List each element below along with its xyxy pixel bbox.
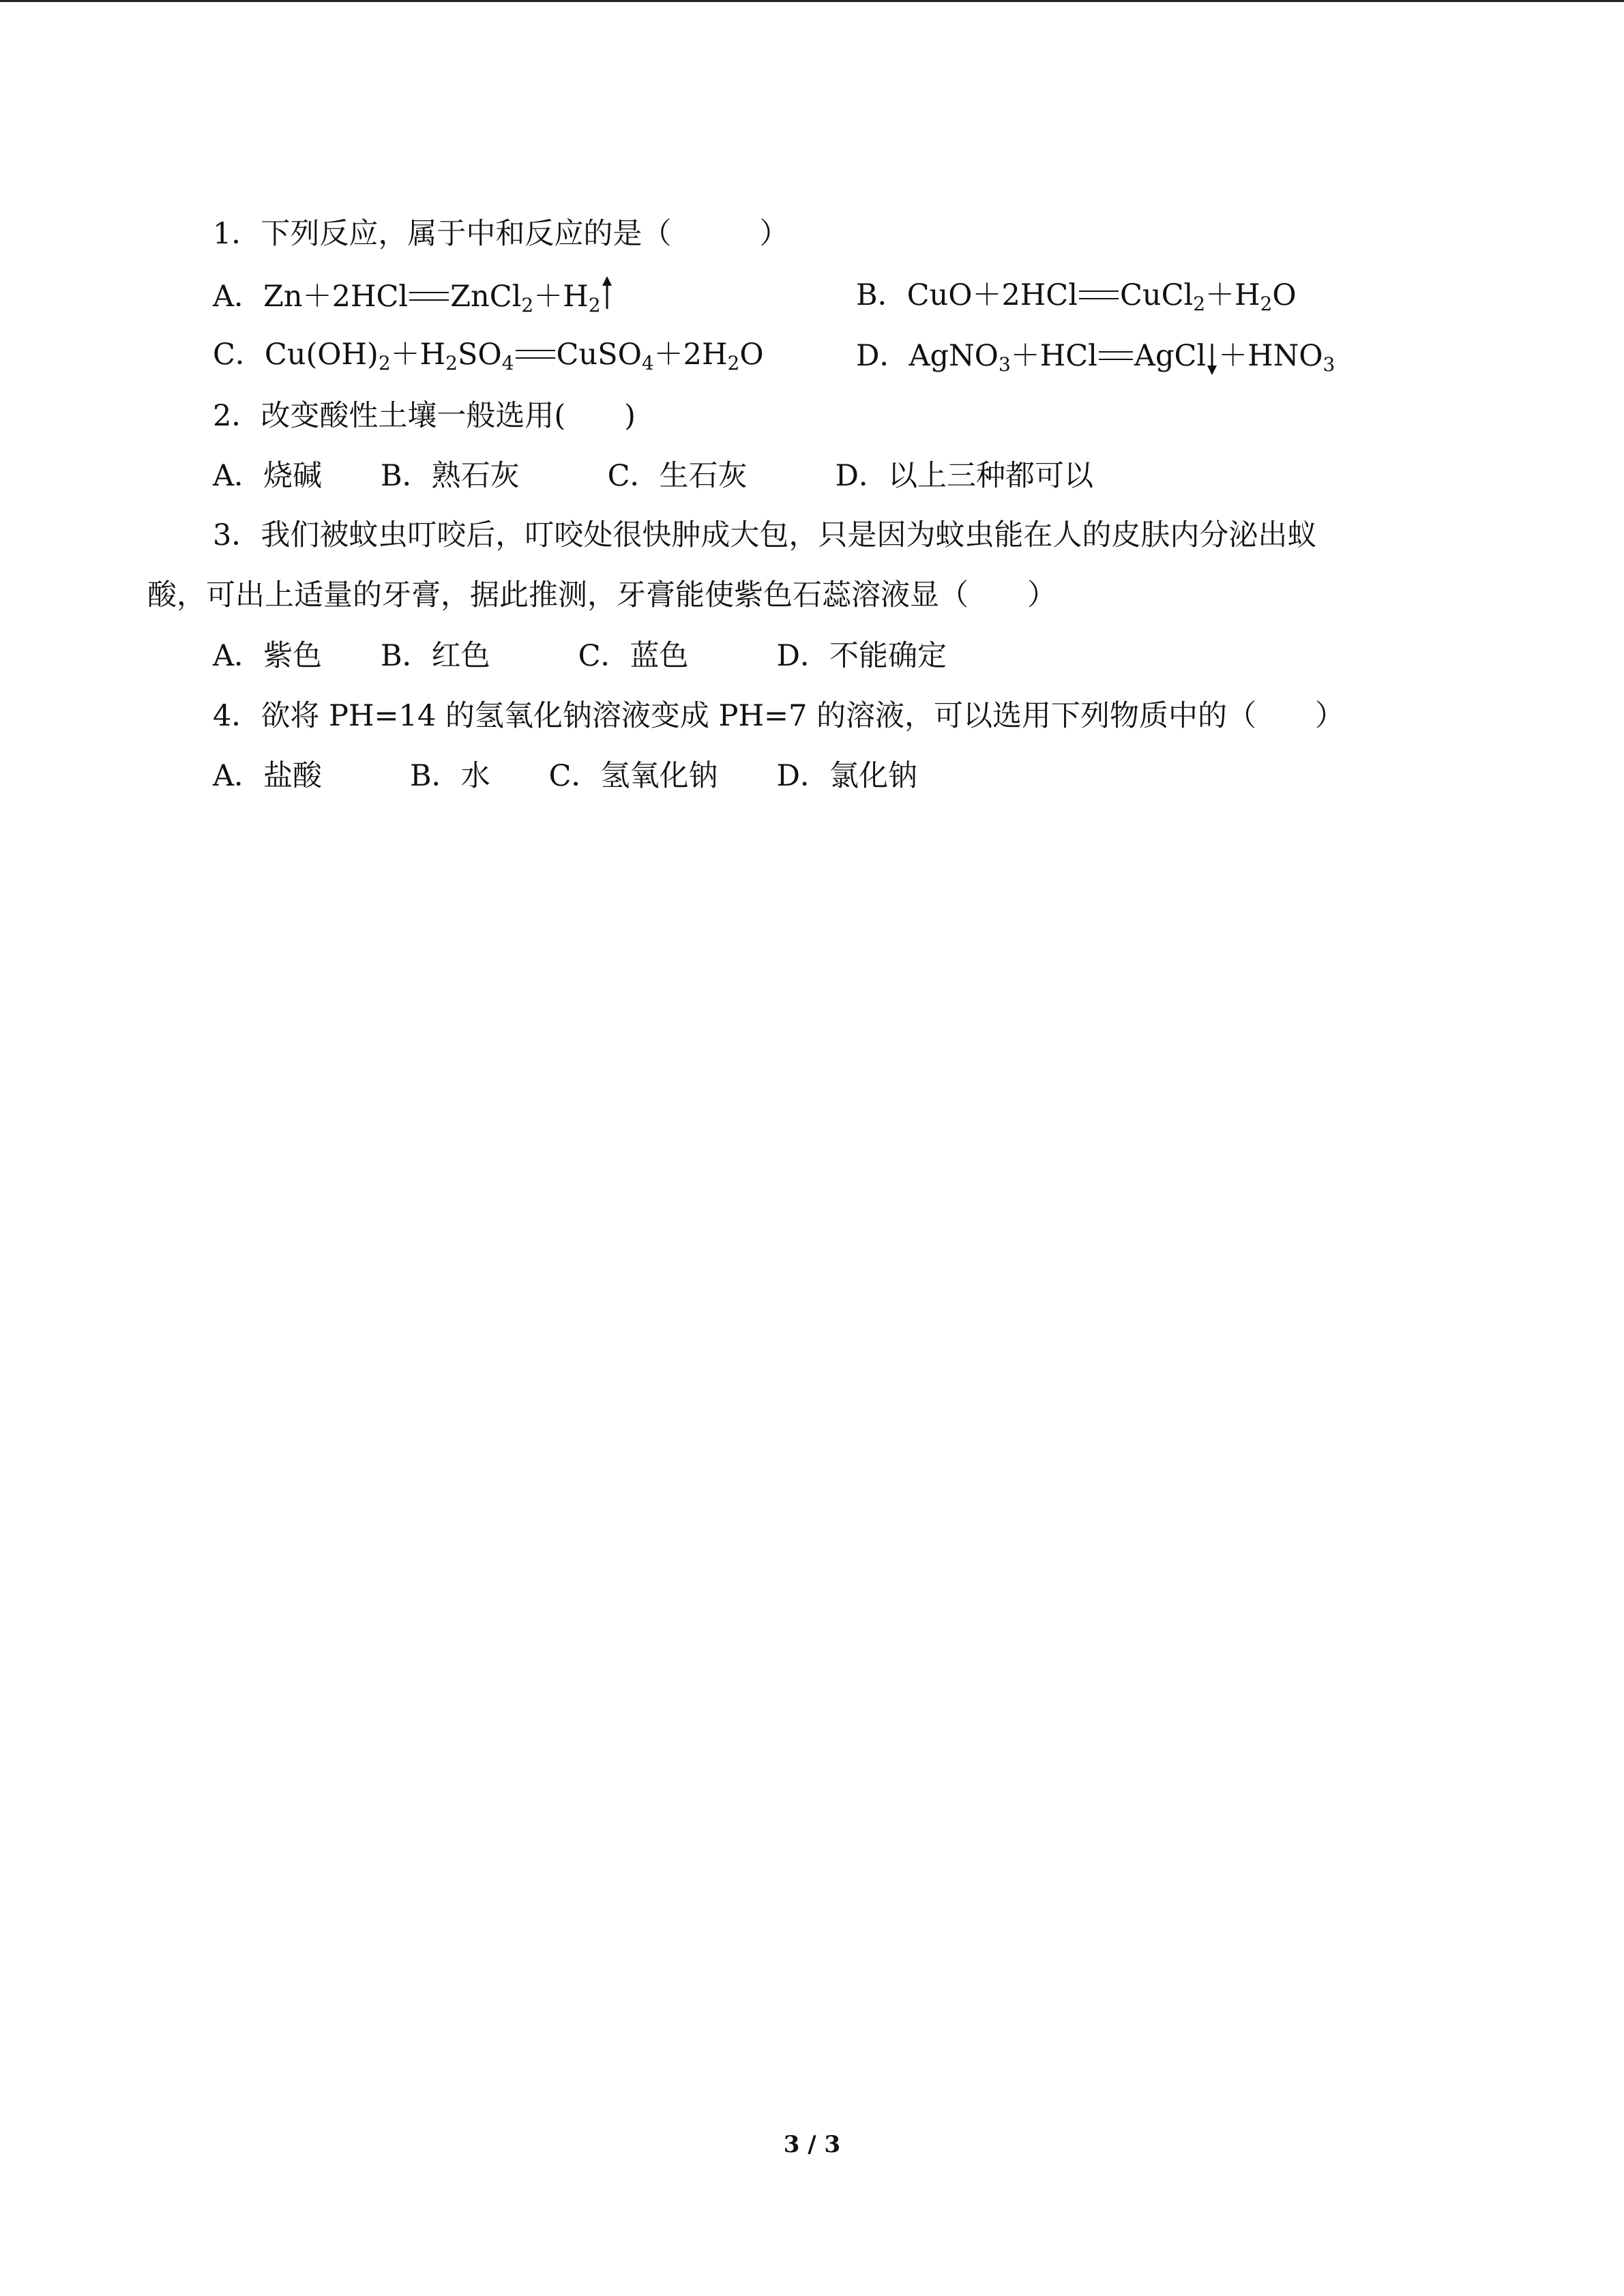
question-1-option-d <box>856 334 1335 376</box>
subscript: 2 <box>521 294 534 316</box>
question-1-stem: 1．下列反应，属于中和反应的是（ ） <box>213 217 789 251</box>
equals-sign <box>409 292 449 301</box>
option-a-part: ZnCl <box>450 280 522 314</box>
subscript: 2 <box>588 294 601 316</box>
option-a-part: A．Zn＋2HCl <box>213 280 409 314</box>
page-number: 3 / 3 <box>783 2131 841 2158</box>
question-1-option-a <box>213 275 613 317</box>
option-d-part: AgCl <box>1134 339 1207 373</box>
equals-sign <box>1079 290 1119 299</box>
precipitate-down-arrow-icon <box>1206 334 1218 375</box>
option-c-part: C．Cu(OH) <box>213 338 379 372</box>
question-4-options: A．盐酸 B．水 C．氢氧化钠 D．氯化钠 <box>213 759 918 793</box>
subscript: 3 <box>998 353 1011 376</box>
subscript: 2 <box>378 352 391 374</box>
subscript: 4 <box>501 352 514 374</box>
top-border-line <box>0 0 1624 2</box>
subscript: 3 <box>1323 353 1335 376</box>
question-3-options: A．紫色 B．红色 C．蓝色 D．不能确定 <box>213 639 947 673</box>
option-c-part: ＋2H <box>653 338 728 372</box>
subscript: 2 <box>1260 293 1273 315</box>
gas-up-arrow-icon <box>601 275 613 316</box>
subscript: 4 <box>641 352 654 374</box>
subscript: 2 <box>445 352 458 374</box>
equals-sign <box>1099 351 1133 360</box>
question-2-stem: 2．改变酸性土壤一般选用( ) <box>213 399 636 433</box>
option-c-part: O <box>739 338 764 372</box>
question-3-stem-line-2: 酸，可出上适量的牙膏，据此推测，牙膏能使紫色石蕊溶液显（ ） <box>147 578 1057 612</box>
option-c-part: CuSO <box>556 338 642 372</box>
option-b-part: CuCl <box>1119 278 1194 312</box>
option-c-part: ＋H <box>390 338 446 372</box>
question-4-stem: 4．欲将 PH=14 的氢氧化钠溶液变成 PH=7 的溶液，可以选用下列物质中的（ ） <box>213 699 1345 733</box>
option-b-part: ＋H <box>1205 278 1260 312</box>
equals-sign <box>516 350 555 359</box>
question-1-option-c <box>213 334 764 375</box>
option-d-part: ＋HNO <box>1218 339 1323 373</box>
option-b-part: B．CuO＋2HCl <box>856 278 1078 312</box>
subscript: 2 <box>1193 293 1206 315</box>
option-d-part: ＋HCl <box>1010 339 1097 373</box>
option-b-part: O <box>1272 278 1297 312</box>
subscript: 2 <box>727 352 740 374</box>
option-c-part: SO <box>457 338 502 372</box>
question-1-option-b <box>856 275 1297 316</box>
option-a-part: ＋H <box>533 280 589 314</box>
option-d-part: D．AgNO <box>856 339 999 373</box>
question-2-options: A．烧碱 B．熟石灰 C．生石灰 D．以上三种都可以 <box>213 459 1094 493</box>
question-3-stem-line-1: 3．我们被蚊虫叮咬后，叮咬处很快肿成大包，只是因为蚊虫能在人的皮肤内分泌出蚁 <box>213 518 1317 552</box>
